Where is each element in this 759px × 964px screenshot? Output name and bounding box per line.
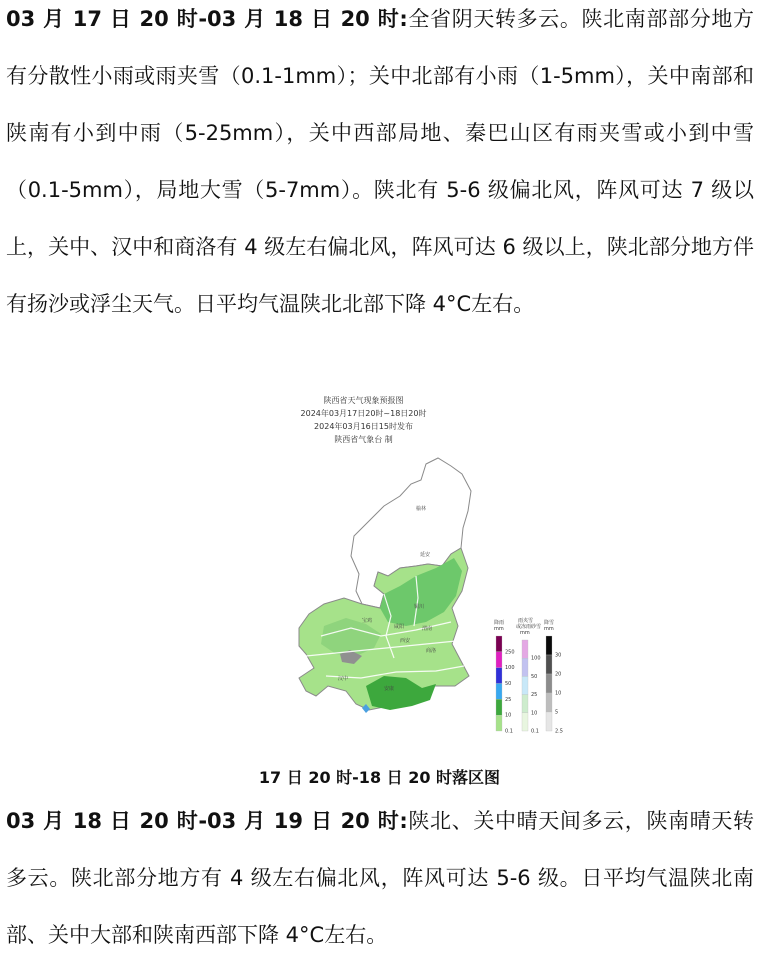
rain-tick: 25	[505, 696, 512, 703]
rain-tick: 50	[505, 681, 512, 687]
sleet-swatch	[522, 695, 528, 713]
legend-snow-title: 降雪	[544, 620, 555, 626]
snow-tick: 5	[555, 709, 559, 716]
rain-swatch	[496, 652, 502, 668]
sleet-swatch	[522, 676, 528, 694]
legend-sleet	[516, 617, 541, 735]
svg-text:渭南: 渭南	[422, 626, 433, 632]
legend-snow	[544, 619, 563, 735]
snow-tick: 2.5	[555, 728, 563, 735]
map-canvas	[266, 386, 576, 746]
sleet-tick: 10	[531, 710, 538, 717]
rain-swatch	[496, 684, 502, 700]
forecast-paragraph-1	[6, 0, 754, 333]
forecast-text-2: 陕北、关中晴天间多云，陕南晴天转多云。陕北部分地方有 4 级左右偏北风，阵风可达 5-6 级。日平均气温陕北南部、关中大部和陕南西部下降 4°C左右。	[6, 809, 754, 947]
svg-text:延安: 延安	[420, 552, 431, 558]
snow-swatch	[546, 636, 552, 655]
snow-swatch	[546, 712, 552, 731]
snow-swatch	[546, 674, 552, 693]
snow-swatch	[546, 693, 552, 712]
legend-sleet-title: 雨夹雪	[518, 618, 534, 624]
rain-swatch	[496, 668, 502, 684]
legend-rain	[494, 619, 515, 735]
map-issued: 2024年03月16日15时发布	[314, 422, 413, 431]
rain-swatch	[496, 636, 502, 652]
sleet-swatch	[522, 658, 528, 676]
map-title: 陕西省天气现象预报图	[323, 396, 404, 405]
sleet-swatch	[522, 640, 528, 658]
sleet-tick: 25	[531, 692, 538, 699]
legend-snow-unit: mm	[544, 626, 554, 632]
rain-tick: 10	[505, 712, 512, 719]
rain-swatch	[496, 715, 502, 731]
forecast-paragraph-2	[6, 793, 754, 964]
snow-tick: 10	[555, 690, 562, 697]
sleet-tick: 50	[531, 673, 538, 680]
legend-sleet-unit: mm	[520, 630, 530, 636]
weather-forecast-map	[266, 386, 576, 746]
map-caption: 17 日 20 时-18 日 20 时落区图	[258, 768, 501, 787]
rain-tick: 0.1	[505, 728, 513, 735]
legend-sleet-subtitle: 或冻雨砂雪	[516, 624, 542, 630]
legend-rain-unit: mm	[494, 626, 504, 632]
snow-tick: 20	[555, 671, 562, 678]
sleet-swatch	[522, 713, 528, 731]
sleet-tick: 100	[531, 655, 541, 662]
forecast-period-1: 03 月 17 日 20 时-03 月 18 日 20 时:	[6, 7, 408, 31]
forecast-period-2: 03 月 18 日 20 时-03 月 19 日 20 时:	[6, 809, 408, 833]
rain-tick: 100	[505, 665, 515, 672]
svg-text:安康: 安康	[384, 686, 395, 692]
forecast-text-1: 全省阴天转多云。陕北南部部分地方有分散性小雨或雨夹雪（0.1-1mm）；关中北部有小雨（1-5mm），关中南部和陕南有小到中雨（5-25mm），关中西部局地、秦巴山区有雨夹雪或小到中雪（0.1-5mm），局地大雪（5-7mm）。陕北有 5-6 级偏北风，阵风可达 7 级以上，关中、汉中和商洛有 4 级左右偏北风，阵风可达 6 级以上，陕北部分地方伴有扬沙或浮尘天气。日平均气温陕北北部下降 4°C左右。	[6, 7, 754, 316]
map-maker: 陕西省气象台 制	[334, 435, 393, 444]
svg-text:铜川: 铜川	[414, 604, 425, 610]
snow-swatch	[546, 655, 552, 674]
svg-text:咸阳: 咸阳	[394, 624, 405, 630]
map-period: 2024年03月17日20时~18日20时	[300, 409, 427, 418]
rain-tick: 250	[505, 649, 515, 656]
legend-rain-title: 降雨	[494, 620, 505, 626]
svg-text:商洛: 商洛	[426, 648, 437, 654]
svg-text:汉中: 汉中	[338, 676, 349, 682]
rain-swatch	[496, 699, 502, 715]
sleet-tick: 0.1	[531, 728, 539, 735]
svg-text:宝鸡: 宝鸡	[362, 618, 373, 624]
snow-tick: 30	[555, 652, 562, 659]
svg-text:榆林: 榆林	[416, 506, 427, 512]
svg-text:西安: 西安	[400, 638, 411, 644]
